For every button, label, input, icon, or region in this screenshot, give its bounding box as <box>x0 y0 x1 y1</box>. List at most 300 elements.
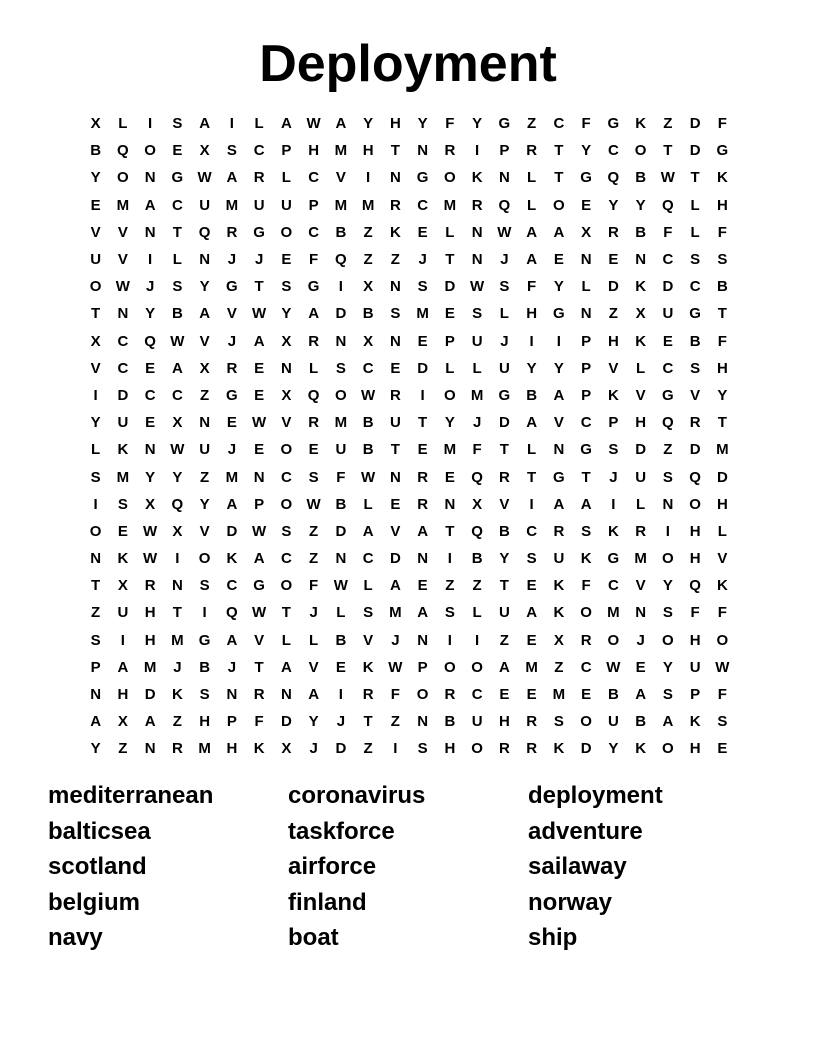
grid-letter: G <box>416 169 429 187</box>
grid-letter: T <box>172 604 182 622</box>
grid-letter: A <box>308 686 320 704</box>
grid-letter: N <box>171 577 183 595</box>
grid-letter: Q <box>471 468 483 486</box>
grid-letter: U <box>689 658 701 676</box>
grid-letter: X <box>117 713 128 731</box>
grid-letter: U <box>389 414 401 432</box>
grid-letter: A <box>226 495 238 513</box>
grid-letter: E <box>581 196 592 214</box>
grid-letter: Z <box>390 251 400 269</box>
grid-letter: G <box>580 169 592 187</box>
grid-letter: B <box>716 278 728 296</box>
grid-row <box>82 164 736 191</box>
grid-letter: I <box>556 332 561 350</box>
grid-letter: R <box>526 740 538 758</box>
grid-letter: L <box>445 359 455 377</box>
grid-letter: L <box>336 604 346 622</box>
word-item: adventure <box>528 817 643 845</box>
grid-letter: A <box>171 359 183 377</box>
grid-letter: N <box>389 278 401 296</box>
grid-letter: T <box>363 713 373 731</box>
grid-letter: A <box>526 604 538 622</box>
grid-letter: A <box>389 577 401 595</box>
grid-letter: D <box>607 278 619 296</box>
grid-letter: S <box>499 278 510 296</box>
grid-letter: U <box>90 251 102 269</box>
grid-letter: T <box>254 658 264 676</box>
grid-letter: O <box>280 441 293 459</box>
grid-letter: G <box>580 441 592 459</box>
grid-letter: Y <box>662 658 673 676</box>
grid-letter: U <box>253 196 265 214</box>
grid-letter: N <box>253 468 265 486</box>
grid-letter: S <box>363 604 374 622</box>
grid-letter: X <box>199 359 210 377</box>
grid-letter: L <box>118 115 128 133</box>
grid-letter: B <box>444 713 456 731</box>
grid-letter: V <box>117 251 128 269</box>
grid-letter: W <box>470 278 485 296</box>
grid-letter: E <box>417 223 428 241</box>
grid-letter: V <box>635 577 646 595</box>
grid-letter: G <box>607 115 620 133</box>
grid-letter: A <box>526 251 538 269</box>
grid-letter: S <box>308 468 319 486</box>
grid-letter: Y <box>199 278 210 296</box>
grid-letter: E <box>553 251 564 269</box>
grid-letter: D <box>498 414 510 432</box>
word-item: coronavirus <box>288 782 426 809</box>
grid-letter: L <box>309 359 319 377</box>
grid-letter: M <box>607 604 620 622</box>
grid-letter: C <box>662 251 674 269</box>
grid-letter: F <box>390 686 400 704</box>
grid-letter: L <box>281 169 291 187</box>
grid-letter: M <box>334 196 348 214</box>
grid-row <box>82 654 736 681</box>
grid-letter: M <box>225 468 239 486</box>
grid-letter: X <box>281 386 292 404</box>
grid-letter: B <box>171 305 183 323</box>
grid-letter: O <box>280 223 293 241</box>
grid-row <box>82 355 736 382</box>
grid-letter: Y <box>717 386 728 404</box>
grid-letter: E <box>717 740 728 758</box>
grid-letter: Q <box>171 495 184 513</box>
grid-letter: E <box>254 359 265 377</box>
grid-letter: W <box>306 115 321 133</box>
grid-letter: Y <box>499 550 510 568</box>
grid-letter: M <box>634 550 647 568</box>
grid-letter: A <box>144 713 156 731</box>
grid-letter: U <box>498 359 510 377</box>
grid-letter: R <box>689 414 701 432</box>
grid-letter: L <box>527 441 537 459</box>
grid-letter: I <box>665 522 670 540</box>
grid-letter: T <box>418 414 428 432</box>
grid-letter: A <box>280 115 292 133</box>
grid-letter: Z <box>172 713 182 731</box>
grid-letter: M <box>361 196 375 214</box>
grid-letter: D <box>335 740 347 758</box>
grid-letter: I <box>93 495 98 513</box>
grid-letter: C <box>689 278 701 296</box>
grid-letter: O <box>662 550 674 568</box>
grid-letter: O <box>471 740 483 758</box>
grid-letter: N <box>417 713 429 731</box>
grid-letter: S <box>117 495 128 513</box>
grid-letter: N <box>335 550 347 568</box>
grid-letter: A <box>199 115 211 133</box>
grid-letter: Q <box>607 169 620 187</box>
grid-letter: X <box>145 495 156 513</box>
grid-letter: E <box>254 386 265 404</box>
grid-letter: C <box>362 550 374 568</box>
grid-letter: N <box>90 686 102 704</box>
grid-letter: N <box>417 550 429 568</box>
grid-letter: W <box>170 332 185 350</box>
grid-letter: E <box>335 658 346 676</box>
grid-letter: J <box>254 251 264 269</box>
letter-grid <box>82 110 736 763</box>
grid-letter: T <box>554 169 564 187</box>
grid-letter: Q <box>662 196 674 214</box>
grid-letter: N <box>335 332 347 350</box>
grid-letter: V <box>254 631 265 649</box>
grid-letter: O <box>444 658 456 676</box>
grid-letter: P <box>90 658 101 676</box>
grid-letter: L <box>363 577 373 595</box>
grid-letter: S <box>581 522 592 540</box>
grid-letter: B <box>498 522 510 540</box>
grid-letter: A <box>580 495 592 513</box>
grid-letter: W <box>497 223 512 241</box>
word-list <box>48 778 768 956</box>
grid-letter: X <box>553 631 564 649</box>
grid-letter: K <box>226 550 238 568</box>
grid-letter: P <box>581 359 592 377</box>
grid-letter: U <box>662 305 674 323</box>
grid-letter: F <box>309 577 319 595</box>
grid-row <box>82 599 736 626</box>
grid-letter: Y <box>526 359 537 377</box>
grid-letter: S <box>608 441 619 459</box>
grid-letter: S <box>553 713 564 731</box>
grid-letter: B <box>335 631 347 649</box>
grid-letter: I <box>338 278 343 296</box>
grid-letter: O <box>198 550 211 568</box>
grid-letter: W <box>333 577 348 595</box>
grid-letter: C <box>362 359 374 377</box>
grid-letter: I <box>229 115 234 133</box>
grid-letter: D <box>689 142 701 160</box>
grid-letter: S <box>417 278 428 296</box>
grid-letter: Z <box>472 577 482 595</box>
grid-letter: A <box>335 115 347 133</box>
grid-letter: X <box>363 278 374 296</box>
grid-letter: O <box>89 278 102 296</box>
grid-letter: W <box>388 658 403 676</box>
grid-letter: Y <box>417 115 428 133</box>
grid-letter: R <box>144 577 156 595</box>
grid-row <box>82 192 736 219</box>
grid-row <box>82 708 736 735</box>
word-item: belgium <box>48 888 141 916</box>
grid-letter: Y <box>90 740 101 758</box>
grid-letter: K <box>635 115 647 133</box>
grid-letter: U <box>280 196 292 214</box>
grid-letter: V <box>390 522 401 540</box>
grid-letter: K <box>635 278 647 296</box>
grid-letter: F <box>254 713 264 731</box>
grid-letter: I <box>366 169 371 187</box>
grid-letter: V <box>90 359 101 377</box>
grid-letter: T <box>281 604 291 622</box>
grid-letter: D <box>280 713 292 731</box>
grid-letter: W <box>143 522 158 540</box>
grid-letter: B <box>335 495 347 513</box>
grid-letter: V <box>308 658 319 676</box>
grid-letter: N <box>580 305 592 323</box>
grid-letter: T <box>663 142 673 160</box>
grid-letter: I <box>529 495 534 513</box>
grid-letter: G <box>171 169 184 187</box>
grid-letter: T <box>390 142 400 160</box>
grid-letter: A <box>635 686 647 704</box>
grid-letter: L <box>309 631 319 649</box>
grid-letter: E <box>417 441 428 459</box>
grid-letter: I <box>529 332 534 350</box>
grid-letter: S <box>690 251 701 269</box>
grid-letter: B <box>607 686 619 704</box>
grid-letter: R <box>308 332 320 350</box>
grid-letter: M <box>443 196 457 214</box>
grid-letter: N <box>498 169 510 187</box>
grid-letter: H <box>689 631 701 649</box>
grid-letter: F <box>690 604 700 622</box>
grid-letter: E <box>662 332 673 350</box>
grid-letter: V <box>363 631 374 649</box>
word-item: boat <box>288 924 339 951</box>
grid-letter: E <box>608 251 619 269</box>
grid-letter: A <box>553 223 565 241</box>
grid-letter: V <box>690 386 701 404</box>
grid-letter: C <box>117 332 129 350</box>
grid-letter: C <box>607 577 619 595</box>
grid-letter: Z <box>118 740 128 758</box>
grid-letter: B <box>90 142 102 160</box>
grid-letter: H <box>716 495 728 513</box>
grid-letter: N <box>635 251 647 269</box>
grid-letter: J <box>227 251 237 269</box>
grid-letter: L <box>636 495 646 513</box>
grid-letter: N <box>144 223 156 241</box>
grid-letter: W <box>252 414 267 432</box>
grid-letter: H <box>226 740 238 758</box>
grid-letter: Z <box>663 441 673 459</box>
grid-letter: Y <box>608 196 619 214</box>
grid-letter: Z <box>200 468 210 486</box>
grid-letter: W <box>306 495 321 513</box>
grid-letter: E <box>226 414 237 432</box>
grid-letter: K <box>635 332 647 350</box>
grid-letter: O <box>580 713 592 731</box>
grid-row <box>82 110 736 137</box>
grid-letter: K <box>607 522 619 540</box>
grid-row <box>82 219 736 246</box>
grid-letter: R <box>362 686 374 704</box>
grid-letter: Z <box>363 251 373 269</box>
grid-letter: R <box>389 386 401 404</box>
grid-letter: C <box>226 577 238 595</box>
grid-letter: O <box>144 142 156 160</box>
grid-letter: L <box>499 305 509 323</box>
grid-letter: C <box>662 359 674 377</box>
grid-letter: I <box>475 142 480 160</box>
grid-letter: T <box>91 305 101 323</box>
grid-letter: L <box>281 631 291 649</box>
grid-letter: A <box>253 550 265 568</box>
grid-letter: U <box>199 196 211 214</box>
grid-letter: O <box>662 740 674 758</box>
grid-letter: X <box>172 522 183 540</box>
grid-letter: W <box>143 550 158 568</box>
grid-letter: L <box>445 223 455 241</box>
grid-letter: G <box>689 305 701 323</box>
grid-letter: N <box>199 414 211 432</box>
grid-letter: N <box>444 495 456 513</box>
grid-letter: U <box>199 441 211 459</box>
grid-letter: O <box>634 142 647 160</box>
word-column <box>288 778 528 956</box>
grid-letter: E <box>526 631 537 649</box>
grid-letter: K <box>171 686 183 704</box>
grid-letter: A <box>526 223 538 241</box>
grid-letter: E <box>308 441 319 459</box>
grid-letter: Z <box>309 550 319 568</box>
grid-letter: R <box>580 631 592 649</box>
grid-letter: H <box>607 332 619 350</box>
grid-letter: Q <box>144 332 156 350</box>
grid-letter: F <box>581 577 591 595</box>
grid-letter: W <box>197 169 212 187</box>
grid-letter: A <box>662 713 674 731</box>
grid-letter: G <box>307 278 320 296</box>
grid-letter: N <box>90 550 102 568</box>
grid-letter: R <box>308 414 320 432</box>
grid-letter: R <box>471 196 483 214</box>
grid-letter: C <box>607 142 619 160</box>
grid-letter: O <box>553 196 565 214</box>
grid-letter: S <box>472 305 483 323</box>
grid-letter: O <box>444 169 456 187</box>
grid-letter: Z <box>499 631 509 649</box>
grid-letter: A <box>144 196 156 214</box>
grid-letter: Y <box>308 713 319 731</box>
grid-letter: P <box>581 386 592 404</box>
grid-letter: O <box>280 495 293 513</box>
grid-row <box>82 518 736 545</box>
grid-letter: G <box>553 305 565 323</box>
grid-letter: N <box>662 495 674 513</box>
grid-letter: C <box>144 386 156 404</box>
grid-letter: K <box>716 577 728 595</box>
grid-letter: I <box>393 740 398 758</box>
grid-letter: S <box>90 468 101 486</box>
grid-letter: B <box>362 305 374 323</box>
grid-letter: X <box>635 305 646 323</box>
grid-letter: U <box>471 332 483 350</box>
grid-letter: T <box>527 468 537 486</box>
grid-letter: N <box>117 305 129 323</box>
grid-letter: N <box>199 251 211 269</box>
grid-letter: S <box>172 115 183 133</box>
grid-letter: A <box>226 169 238 187</box>
grid-letter: Y <box>553 278 564 296</box>
grid-letter: A <box>362 522 374 540</box>
word-item: scotland <box>48 853 147 880</box>
word-item: norway <box>528 888 613 916</box>
grid-letter: C <box>553 115 565 133</box>
grid-letter: E <box>444 468 455 486</box>
grid-row <box>82 463 736 490</box>
grid-row <box>82 328 736 355</box>
grid-letter: K <box>117 550 129 568</box>
grid-letter: U <box>635 468 647 486</box>
grid-letter: P <box>444 332 455 350</box>
grid-letter: B <box>199 658 211 676</box>
grid-letter: A <box>417 604 429 622</box>
grid-letter: Z <box>91 604 101 622</box>
word-item: sailaway <box>528 853 627 880</box>
grid-letter: J <box>227 441 237 459</box>
grid-letter: V <box>199 522 210 540</box>
grid-letter: Q <box>198 223 211 241</box>
grid-letter: W <box>115 278 130 296</box>
grid-letter: R <box>526 142 538 160</box>
grid-letter: T <box>717 305 727 323</box>
grid-letter: N <box>226 686 238 704</box>
grid-letter: M <box>116 196 130 214</box>
grid-letter: I <box>148 251 153 269</box>
grid-letter: X <box>199 142 210 160</box>
grid-letter: Z <box>445 577 455 595</box>
grid-letter: E <box>444 305 455 323</box>
grid-letter: I <box>475 631 480 649</box>
word-item: airforce <box>288 853 377 880</box>
grid-letter: V <box>635 386 646 404</box>
grid-letter: C <box>580 658 592 676</box>
grid-letter: S <box>390 305 401 323</box>
grid-row <box>82 137 736 164</box>
grid-letter: U <box>553 550 565 568</box>
grid-letter: E <box>390 359 401 377</box>
word-item: finland <box>288 888 367 916</box>
grid-letter: M <box>470 386 484 404</box>
grid-letter: O <box>335 386 347 404</box>
grid-letter: K <box>553 604 565 622</box>
grid-letter: C <box>117 359 129 377</box>
grid-letter: W <box>170 441 185 459</box>
grid-letter: H <box>362 142 374 160</box>
grid-letter: Y <box>172 468 183 486</box>
grid-letter: H <box>716 196 728 214</box>
grid-letter: B <box>362 414 374 432</box>
grid-letter: Z <box>554 658 564 676</box>
grid-letter: Z <box>608 305 618 323</box>
grid-letter: R <box>226 223 238 241</box>
grid-letter: B <box>635 223 647 241</box>
